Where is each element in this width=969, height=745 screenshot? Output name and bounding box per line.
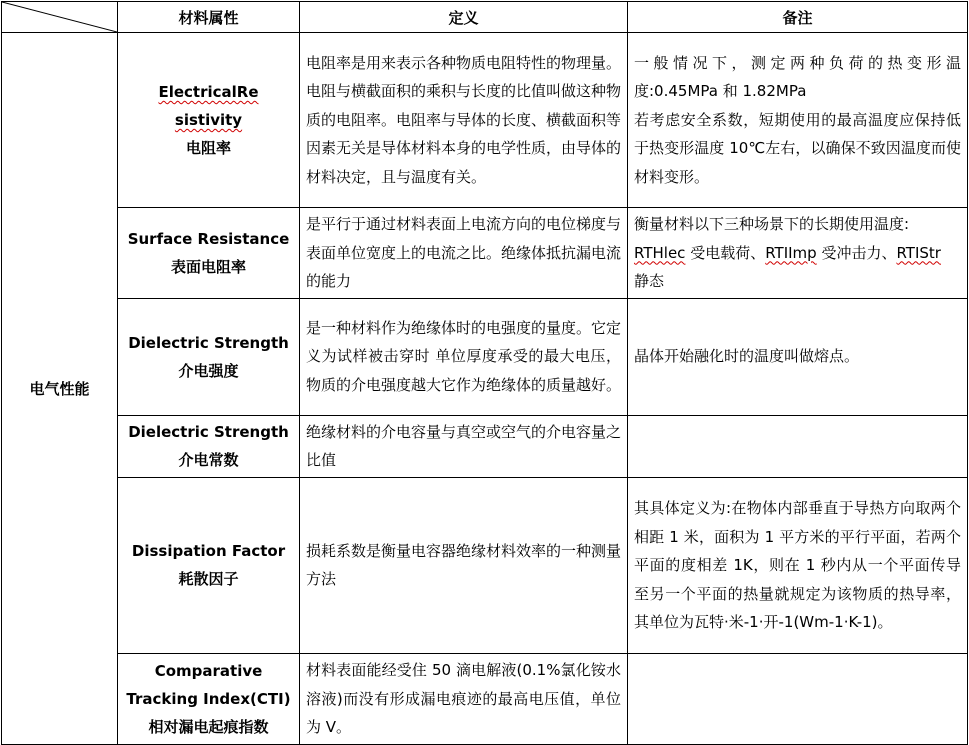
property-en: Dielectric Strength	[128, 423, 289, 442]
note-text: 若考虑安全系数，短期使用的最高温度应保持低于热变形温度 10℃左右，以确保不致因温度而使材料变形。	[634, 110, 961, 186]
definition-cell: 材料表面能经受住 50 滴电解液(0.1%氯化铵水溶液)而没有形成漏电痕迹的最高电压值，单位为 V。	[300, 653, 628, 744]
diagonal-header-cell	[2, 2, 118, 33]
note-cell	[628, 415, 968, 477]
header-notes: 备注	[628, 2, 968, 33]
note-text: 衡量材料以下三种场景下的长期使用温度:	[634, 215, 910, 233]
property-en: Dissipation Factor	[131, 542, 286, 561]
table-row	[2, 415, 968, 477]
diagonal-line	[2, 2, 117, 32]
note-code: RTIStr	[896, 243, 941, 262]
header-property: 材料属性	[118, 2, 300, 33]
note-cell	[628, 208, 968, 299]
property-zh: 电阻率	[185, 139, 231, 157]
property-en: ElectricalRe sistivity	[158, 83, 259, 129]
property-cell	[118, 33, 300, 208]
definition-cell: 绝缘材料的介电容量与真空或空气的介电容量之比值	[300, 415, 628, 477]
definition-cell: 是一种材料作为绝缘体时的电强度的量度。它定义为试样被击穿时 单位厚度承受的最大电压，物质的介电强度越大它作为绝缘体的质量越好。	[300, 298, 628, 415]
table-row	[2, 33, 968, 208]
property-cell	[118, 477, 300, 653]
note-code: RTIImp	[765, 243, 817, 262]
property-en: Dielectric Strength	[128, 333, 289, 352]
property-zh: 相对漏电起痕指数	[148, 717, 269, 736]
table-row	[2, 208, 968, 299]
property-zh: 介电强度	[178, 361, 239, 380]
definition-cell: 电阻率是用来表示各种物质电阻特性的物理量。电阻与横截面积的乘积与长度的比值叫做这种物质的电阻率。电阻率与导体的长度、横截面积等因素无关是导体材料本身的电学性质，由导体的材料决定，且与温度有关。	[300, 33, 628, 208]
property-cell	[118, 298, 300, 415]
property-zh: 介电常数	[178, 451, 239, 470]
property-cell	[118, 208, 300, 299]
property-zh: 表面电阻率	[170, 257, 246, 276]
note-cell: 其具体定义为:在物体内部垂直于导热方向取两个相距 1 米，面积为 1 平方米的平行平面，若两个平面的度相差 1K，则在 1 秒内从一个平面传导至另一个平面的热量就规定为该物质的热导率，其单位为瓦特·米-1·开-1(Wm-1·K-1)。	[628, 477, 968, 653]
property-en: Comparative Tracking Index(CTI)	[126, 661, 291, 708]
note-cell	[628, 653, 968, 744]
table-row	[2, 477, 968, 653]
material-properties-table	[1, 1, 968, 745]
property-cell	[118, 415, 300, 477]
definition-cell: 是平行于通过材料表面上电流方向的电位梯度与表面单位宽度上的电流之比。绝缘体抵抗漏电流的能力	[300, 208, 628, 299]
note-text: 受电载荷、	[685, 243, 766, 262]
category-cell: 电气性能	[2, 33, 118, 745]
note-text: 静态	[634, 272, 665, 291]
definition-cell: 损耗系数是衡量电容器绝缘材料效率的一种测量方法	[300, 477, 628, 653]
header-definition: 定义	[300, 2, 628, 33]
table-row	[2, 298, 968, 415]
property-zh: 耗散因子	[178, 570, 239, 589]
property-cell	[118, 653, 300, 744]
header-row	[2, 2, 968, 33]
table-row	[2, 653, 968, 744]
property-en: Surface Resistance	[127, 229, 290, 248]
note-cell: 晶体开始融化时的温度叫做熔点。	[628, 298, 968, 415]
note-cell	[628, 33, 968, 208]
note-text: 一般情况下，测定两种负荷的热变形温度:0.45MPa 和 1.82MPa	[634, 53, 961, 101]
note-text: 受冲击力、	[816, 243, 897, 262]
note-code: RTHlec	[634, 243, 686, 262]
